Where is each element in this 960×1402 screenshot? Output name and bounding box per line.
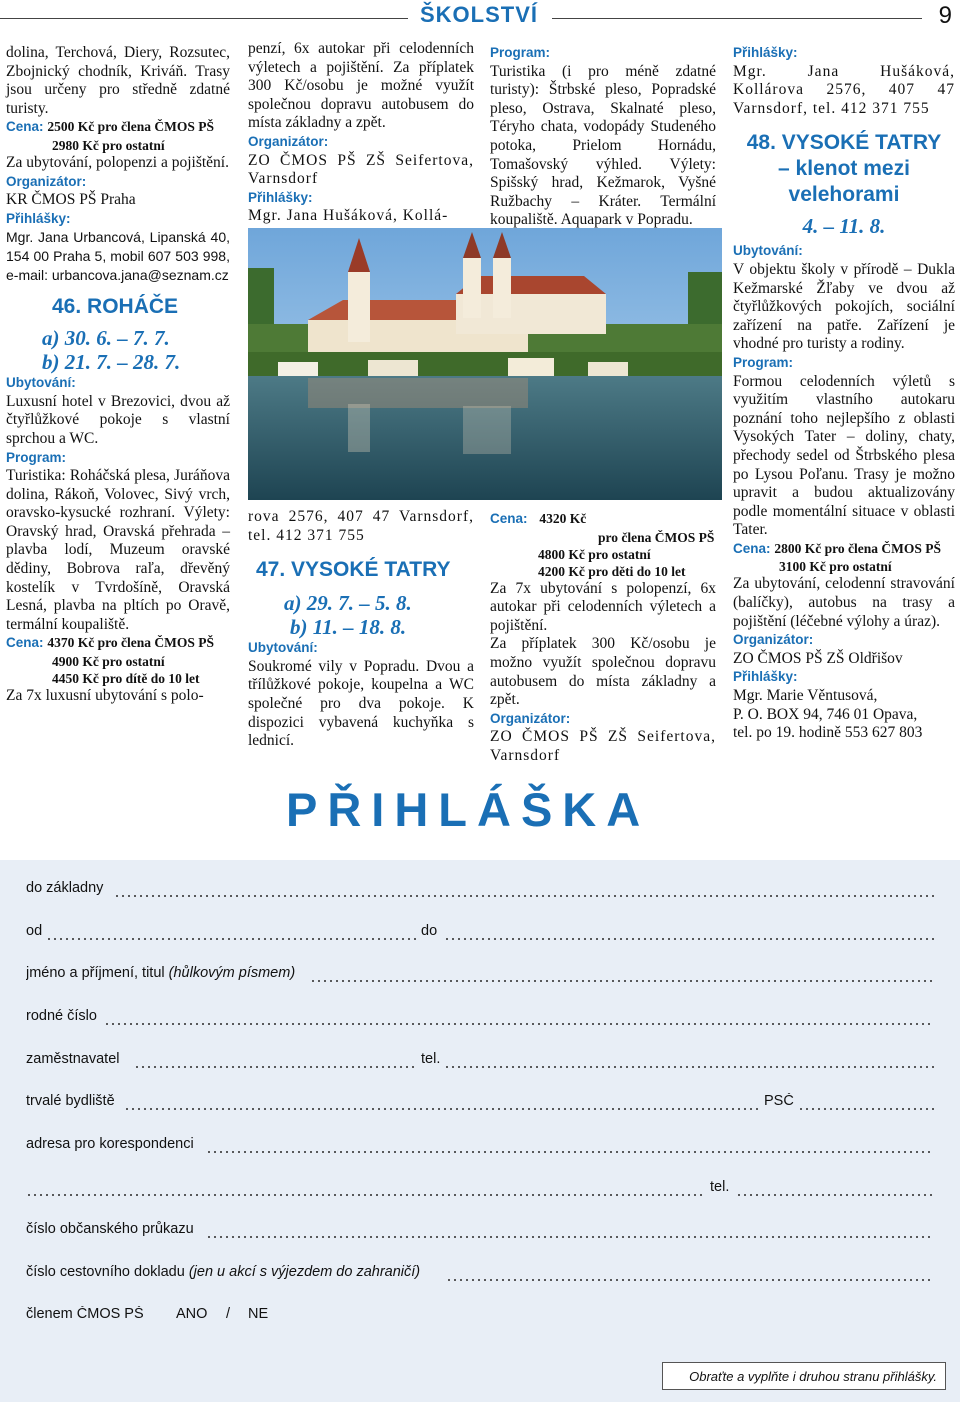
field-label: členem ČMOS PŠ [26, 1306, 147, 1322]
cena-note: Za ubytování, celodenní stravování (balíčky), autobus na trasy a pojištění (léčebné výlohy a úraz). [733, 575, 955, 630]
option-yes[interactable]: ANO [176, 1306, 210, 1322]
option-no[interactable]: NE [248, 1306, 271, 1322]
fill-line [736, 1194, 934, 1196]
cena-line: 4800 Kč pro ostatní [538, 546, 651, 562]
organizer-value: ZO ČMOS PŠ ZŠ Seifertova, Varnsdorf [490, 728, 716, 764]
program-label: Program: [733, 354, 794, 370]
form-title: PŘIHLÁŠKA [286, 783, 651, 836]
trip-46-date-a: a) 30. 6. – 7. 7. [42, 326, 170, 351]
reverse-side-note: Obraťte a vyplňte i druhou stranu přihlášky. [662, 1362, 946, 1390]
accommodation-value: V objektu školy v přírodě – Dukla Kežmarské Žľaby ve dvou až čtyřlůžkových pokojích, sociální zařízení na patře. Zařízení je vhodné pro turisty a rodiny. [733, 260, 955, 353]
organizer-label: Organizátor: [733, 632, 814, 648]
cena-label: Cena: [6, 635, 44, 651]
field-label: zaměstnavatel [26, 1051, 123, 1067]
column-3-bottom [490, 510, 716, 766]
cena-note: Za ubytování, polopenzi a pojištění. [6, 153, 229, 171]
trip-46-heading: 46. ROHÁČE [52, 295, 179, 319]
field-name[interactable] [26, 965, 934, 985]
accommodation-value: Luxusní hotel v Brezovici, dvou až čtyřlůžkové pokoje s vlastní sprchou a WC. [6, 392, 230, 447]
organizer-value: ZO ČMOS PŠ ZŠ Seifertova, Varnsdorf [248, 151, 474, 188]
fill-line [310, 980, 934, 982]
cena-label: Cena: [490, 511, 528, 526]
field-label: číslo cestovního dokladu [26, 1264, 185, 1280]
fill-line [798, 1108, 934, 1110]
accommodation-label: Ubytování: [733, 243, 803, 259]
cena-line: 3100 Kč pro ostatní [779, 559, 892, 575]
trip-46-date-b: b) 21. 7. – 28. 7. [42, 350, 181, 375]
column-3-top [490, 44, 716, 230]
trip-48-date: 4. – 11. 8. [802, 214, 886, 239]
applications-value: Mgr. Jana Hušáková, Kollá- [248, 207, 449, 225]
cena-line: 4320 Kč [539, 511, 587, 526]
field-label: adresa pro korespondenci [26, 1136, 197, 1152]
fill-line [104, 1023, 934, 1025]
header-rule-right [552, 18, 922, 19]
applications-value: Mgr. Jana Urbancová, Lipanská 40, 154 00 Praha 5, mobil 607 503 998, e-mail: urbancova.jana@seznam.cz [6, 229, 230, 283]
field-label: jméno a příjmení, titul [26, 965, 165, 981]
field-label: od [26, 923, 45, 939]
applications-label: Přihlášky: [733, 45, 798, 60]
cena-line: 4370 Kč pro člena ČMOS PŠ [47, 635, 215, 651]
organizer-label: Organizátor: [490, 710, 571, 726]
applications-value: Mgr. Marie Věntusová, [733, 687, 878, 705]
field-hint: (hůlkovým písmem) [168, 965, 296, 981]
program-label: Program: [6, 449, 67, 465]
field-label: PSČ [764, 1093, 797, 1109]
tail-text: Za 7x luxusní ubytování s polo- [6, 687, 204, 705]
header-rule-left [0, 18, 408, 19]
field-dates[interactable] [26, 923, 934, 943]
cena-note: Za 7x ubytování s polopenzí, 6x autokar při celodenních výletech a pojištění. [490, 579, 716, 634]
cena-line: 4200 Kč pro děti do 10 let [538, 563, 686, 579]
applications-value: rova 2576, 407 47 Varnsdorf, tel. 412 371 755 [248, 508, 474, 544]
field-label: trvalé bydliště [26, 1093, 118, 1109]
cena-line: 4450 Kč pro dítě do 10 let [52, 671, 200, 687]
applications-value: Mgr. Jana Hušáková, Kollárova 2576, 407 47 Varnsdorf, tel. 412 371 755 [733, 62, 955, 117]
cena-label: Cena: [733, 540, 771, 556]
field-hint: (jen u akcí s výjezdem do zahraničí) [188, 1264, 421, 1280]
trip-48-heading: – klenot mezi [778, 157, 910, 181]
trip-48-heading: 48. VYSOKÉ TATRY [746, 131, 942, 155]
field-id-card[interactable] [26, 1221, 934, 1241]
applications-label: Přihlášky: [248, 189, 313, 205]
fill-line [206, 1236, 934, 1238]
organizer-value: KR ČMOS PŠ Praha [6, 191, 136, 209]
town-photo [248, 228, 722, 500]
column-2-top [248, 40, 474, 226]
field-correspondence[interactable] [26, 1136, 934, 1156]
intro-text: dolina, Terchová, Diery, Rozsutec, Zbojnický chodník, Kriváň. Trasy jsou určeny pro středně zdatné turisty. [6, 44, 230, 117]
field-label: tel. [421, 1051, 443, 1067]
field-label: do [421, 923, 440, 939]
fill-line [206, 1151, 934, 1153]
col2-top-text: penzí, 6x autokar při celodenních výletech a pojištění. Za příplatek 300 Kč/osobu je možné využít společnou dopravu autobusem do místa základny a zpět. [248, 40, 474, 132]
cena-line: 2980 Kč pro ostatní [52, 137, 165, 153]
organizer-label: Organizátor: [248, 133, 329, 149]
program-value: Turistika: Roháčská plesa, Juráňova dolina, Rákoň, Volovec, Sivý vrch, oravsko-kysucké rozhraní. Výlety: Oravský hrad, Oravská přehrada – plavba lodí, Muzeum oravské dědiny, Bobrova raľa, dřevěný kostelík v Tvrdošíně, Oravská Lesná, plavba na pltích po Oravě, termální koupaliště. [6, 467, 230, 633]
cena-line: pro člena ČMOS PŠ [598, 529, 715, 545]
column-4 [733, 44, 955, 743]
program-label: Program: [490, 45, 551, 60]
cena-label: Cena: [6, 119, 44, 135]
applications-label: Přihlášky: [733, 669, 798, 685]
field-correspondence-cont[interactable] [26, 1179, 934, 1199]
trip-47-date-b: b) 11. – 18. 8. [290, 615, 407, 640]
accommodation-label: Ubytování: [6, 375, 76, 391]
field-birth-number[interactable] [26, 1008, 934, 1028]
field-label: číslo občanského průkazu [26, 1221, 197, 1237]
program-value: Formou celodenních výletů s využitím vlastního autokaru poznání toho nejlepšího z oblasti Vysokých Tater – doliny, chaty, přechody sedel od Štrbského plesa po Lysou Poľanu. Trasy je možno upravit a budou aktualizovány podle momentální situace v oblasti Tater. [733, 372, 955, 539]
fill-line [444, 1066, 934, 1068]
cena-line: 4900 Kč pro ostatní [52, 654, 165, 670]
trip-48-heading: velehorami [788, 183, 900, 207]
organizer-value: ZO ČMOS PŠ ZŠ Oldřišov [733, 649, 903, 667]
cena-line: 2800 Kč pro člena ČMOS PŠ [774, 540, 942, 556]
fill-line [446, 1279, 934, 1281]
field-passport[interactable] [26, 1264, 934, 1284]
fill-line [134, 1066, 418, 1068]
field-membership[interactable] [26, 1306, 934, 1326]
page-number: 9 [938, 2, 952, 29]
section-title: ŠKOLSTVÍ [420, 2, 539, 27]
field-address[interactable] [26, 1093, 934, 1113]
applications-label: Přihlášky: [6, 210, 71, 226]
field-base[interactable] [26, 880, 934, 900]
field-label: rodné číslo [26, 1008, 100, 1024]
field-employer[interactable] [26, 1051, 934, 1071]
extra-note: Za příplatek 300 Kč/osobu je možno využít společnou dopravu autobusem do místa základny a zpět. [490, 635, 716, 709]
fill-line [124, 1108, 760, 1110]
fill-line [114, 895, 934, 897]
column-2-bottom [248, 508, 474, 751]
program-value: Turistika (i pro méně zdatné turisty): Štrbské pleso, Popradské pleso, Ostrava, Skalnaté pleso, Téryho chata, vodopády Studeného potoka, Prielom Hornádu, Tomašovský výhled. Výlety: Spišský hrad, Kežmarok, Vyšné Ružbachy – Kráter. Termální koupaliště. Aquapark v Popradu. [490, 62, 716, 229]
trip-47-date-a: a) 29. 7. – 5. 8. [284, 591, 412, 616]
fill-line [444, 938, 934, 940]
organizer-label: Organizátor: [6, 173, 87, 189]
field-label: tel. [710, 1179, 732, 1195]
applications-value: P. O. BOX 94, 746 01 Opava, [733, 705, 918, 723]
trip-47-heading: 47. VYSOKÉ TATRY [256, 558, 451, 582]
accommodation-value: Soukromé vily v Popradu. Dvou a třílůžkové pokoje, koupelna a WC společné pro dva pokoje. K dispozici vybavená kuchyňka s lednicí. [248, 657, 474, 750]
applications-value: tel. po 19. hodině 553 627 803 [733, 724, 923, 742]
option-separator: / [226, 1306, 233, 1322]
column-1 [6, 44, 230, 706]
cena-line: 2500 Kč pro člena ČMOS PŠ [47, 119, 215, 135]
fill-line [26, 1194, 704, 1196]
field-label: do základny [26, 880, 106, 896]
accommodation-label: Ubytování: [248, 640, 318, 656]
fill-line [46, 938, 416, 940]
